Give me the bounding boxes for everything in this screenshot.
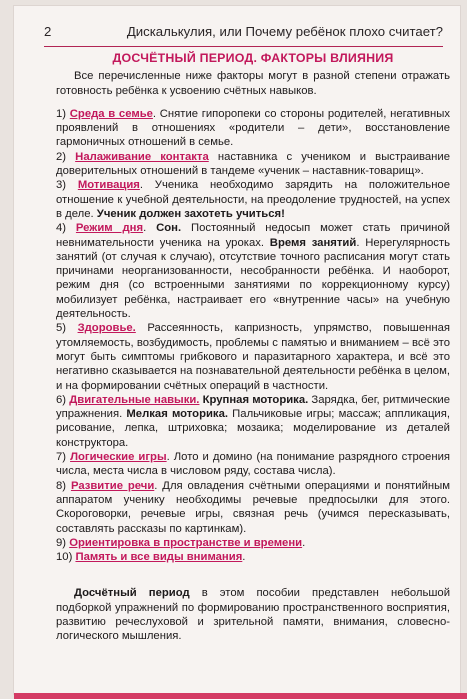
factor-8: 8) Развитие речи. Для овладения счётными операциями и понятийным аппаратом ученику необходимы речевые предпосылки для этого. Скороговорки, речевые игры, связная речь (учимся пересказывать, составлять рассказы по картинкам). [56, 479, 451, 535]
section-title: ДОСЧЁТНЫЙ ПЕРИОД. ФАКТОРЫ ВЛИЯНИЯ [112, 51, 394, 65]
closing-paragraph: Досчётный период в этом пособии представлен небольшой подборкой упражнений по формированию пространственного восприятия, развитию речеслуховой и зрительной памяти, внимания, словесно-логического мышления. [56, 587, 451, 643]
factor-8-key: Развитие речи [70, 479, 155, 492]
page-content [56, 51, 450, 644]
factor-3-key: Мотивация [77, 179, 140, 192]
factor-10: 10) Память и все виды внимания. [56, 551, 246, 564]
factor-4: 4) Режим дня. Сон. Постоянный недосып может стать причиной невнимательности ученика на уроках. Время занятий. Нерегулярность занятий (от случая к случаю), отсутствие точного расписания могут стать причинами неорганизованности, несобранности ребёнка. И наоборот, режим дня (со встроенными занятиями по коррекционному курсу) мобилизует ребёнка, настраивает его «внутренние часы» на учебную деятельность. [56, 222, 450, 321]
factor-5: 5) Здоровье. Рассеянность, капризность, упрямство, повышенная утомляемость, возбудимость, проблемы с памятью и вниманием – всё это могут быть симптомы грибкового и паразитарного характера, и всё это негативно сказывается на познавательной деятельности ребёнка в целом, и на формировании счётных операций в частности. [56, 322, 451, 392]
intro-paragraph: Все перечисленные ниже факторы могут в разной степени отражать готовность ребёнка к усвоению счётных навыков. [56, 70, 450, 97]
factor-1-key: Среда в семье [69, 107, 153, 120]
factor-6: 6) Двигательные навыки. Крупная моторика. Зарядка, бег, ритмические упражнения. Мелкая моторика. Пальчиковые игры; массаж; аппликация, рисование, лепка, штриховка; мозаика; моделирование из деталей конструктора. [56, 393, 451, 449]
factor-7-key: Логические игры [70, 451, 167, 464]
factor-10-key: Память и все виды внимания [75, 551, 243, 564]
factor-9-key: Ориентировка в пространстве и времени [69, 536, 303, 549]
factor-3: 3) Мотивация. Ученика необходимо зарядить на положительное отношение к учебной деятельности, на преодоление трудностей, на успех в деле. Ученик должен захотеть учиться! [56, 179, 450, 220]
page-header [44, 24, 443, 39]
closing-lead: Досчётный период [74, 587, 190, 600]
factor-3-bold: Ученик должен захотеть учиться! [96, 207, 285, 220]
page-number: 2 [44, 24, 52, 39]
factor-2: 2) Налаживание контакта наставника с учеником и выстраивание доверительных отношений в тандеме «ученик – наставник-товарищ». [56, 150, 450, 178]
factor-9: 9) Ориентировка в пространстве и времени. [56, 536, 306, 549]
factor-1: 1) Среда в семье. Снятие гипоропеки со стороны родителей, негативных проявлений в отношениях «родители – дети», восстановление гармоничных отношений в семье. [56, 107, 450, 149]
factor-4-key: Режим дня [75, 222, 144, 235]
header-rule [44, 46, 443, 47]
factor-2-key: Налаживание контакта [75, 150, 209, 163]
factor-7: 7) Логические игры. Лото и домино (на понимание разрядного строения числа, места числа в числовом ряду, состава числа). [56, 451, 451, 478]
factor-6-key: Двигательные навыки. [69, 393, 200, 406]
running-title: Дискалькулия, или Почему ребёнок плохо считает? [126, 24, 443, 39]
factor-5-key: Здоровье. [77, 322, 136, 335]
page-bottom-band [14, 693, 467, 699]
